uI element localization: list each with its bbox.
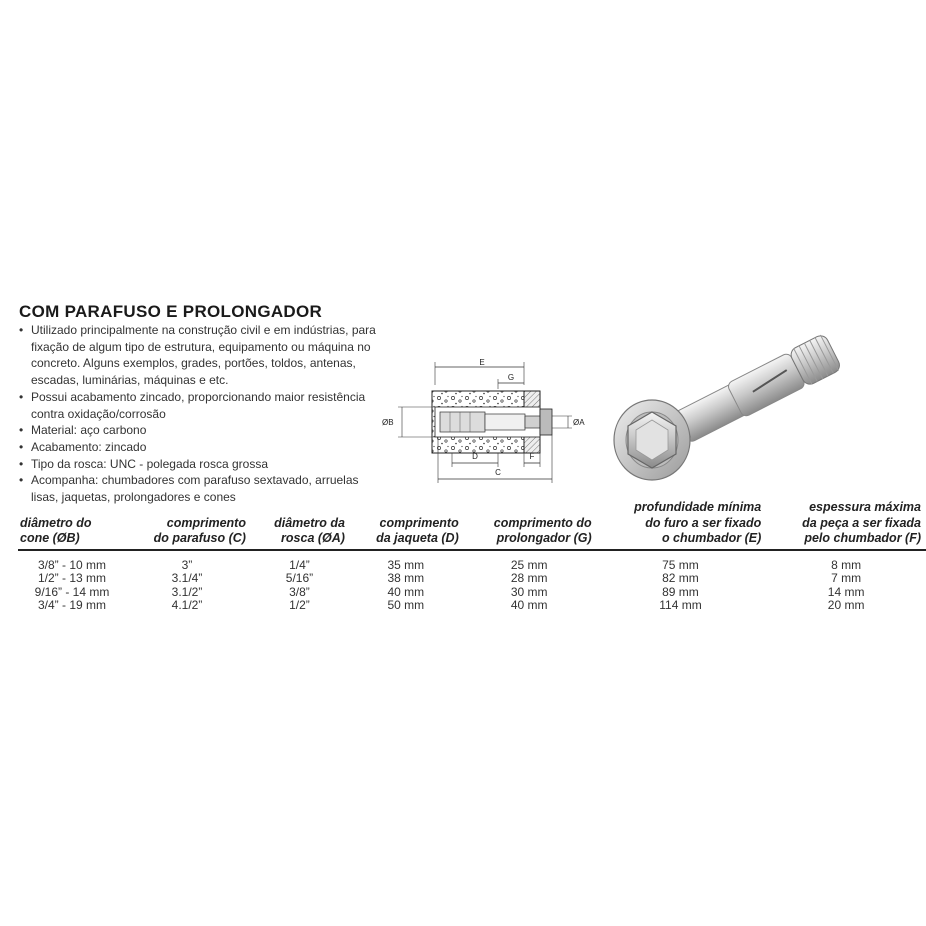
table-cell: 28 mm: [510, 571, 548, 585]
label-c: C: [495, 468, 501, 477]
col-header-screw-length: comprimento do parafuso (C): [124, 500, 250, 550]
label-e: E: [479, 358, 485, 367]
feature-item: • Acabamento: zincado: [19, 439, 379, 456]
table-cell: 14 mm: [827, 584, 865, 599]
table-cell: 75 mm: [662, 557, 699, 572]
label-f: F: [529, 452, 535, 461]
table-cell: 38 mm: [387, 571, 425, 585]
col-header-sleeve-length: comprimento da jaqueta (D): [349, 500, 463, 550]
feature-item: • Possui acabamento zincado, proporcionando maior resistência contra oxidação/corrosão: [19, 389, 379, 422]
col-header-max-thickness: espessura máxima da peça a ser fixada pelo chumbador (F): [765, 500, 926, 550]
table-cell: 7 mm: [831, 571, 862, 585]
product-title: COM PARAFUSO E PROLONGADOR: [19, 302, 323, 321]
table-header-row: [18, 500, 926, 550]
specs-table: [18, 500, 926, 613]
feature-list: [19, 322, 379, 506]
table-cell: 40 mm: [387, 584, 425, 599]
table-cell: 82 mm: [662, 571, 699, 585]
table-cell: 35 mm: [387, 557, 425, 572]
anchor-bolt-photo: [612, 290, 902, 490]
table-cell: 3.1/2”: [171, 584, 203, 599]
table-cell: 40 mm: [510, 598, 548, 612]
table-row: [18, 572, 926, 586]
table-row: [18, 599, 926, 613]
table-cell: 1/2”: [289, 598, 310, 612]
feature-item: • Material: aço carbono: [19, 422, 379, 439]
table-cell: 3/8” - 10 mm: [37, 557, 106, 572]
table-row: [18, 586, 926, 600]
table-cell: 4.1/2”: [171, 598, 203, 612]
label-d: D: [472, 452, 478, 461]
table-row: [18, 550, 926, 573]
col-header-cone-diameter: diâmetro do cone (ØB): [18, 500, 124, 550]
feature-item: • Acompanha: chumbadores com parafuso sextavado, arruelas lisas, jaquetas, prolongadores e cones: [19, 472, 379, 505]
col-header-thread-diameter: diâmetro da rosca (ØA): [250, 500, 349, 550]
table-cell: 1/2” - 13 mm: [37, 571, 106, 585]
table-cell: 1/4”: [289, 557, 310, 572]
table-cell: 89 mm: [662, 584, 699, 599]
label-g: G: [507, 373, 515, 382]
table-cell: 3.1/4”: [171, 571, 203, 585]
table-cell: 20 mm: [827, 598, 865, 612]
feature-item: • Utilizado principalmente na construção civil e em indústrias, para fixação de algum tipo de estrutura, equipamento ou máquina no concreto. Alguns exemplos, grades, portões, toldos, antenas, escadas, luminárias, máquinas e etc.: [19, 322, 379, 389]
label-oa: ØA: [573, 418, 585, 427]
table-cell: 8 mm: [831, 557, 862, 572]
table-cell: 3”: [181, 557, 193, 572]
table-cell: 5/16”: [285, 571, 314, 585]
cross-section-diagram: [380, 355, 590, 490]
table-cell: 3/8”: [289, 584, 310, 599]
table-cell: 50 mm: [387, 598, 425, 612]
table-cell: 30 mm: [510, 584, 548, 599]
table-cell: 3/4” - 19 mm: [37, 598, 106, 612]
col-header-extension-length: comprimento do prolongador (G): [463, 500, 596, 550]
feature-item: • Tipo da rosca: UNC - polegada rosca grossa: [19, 456, 379, 473]
table-cell: 25 mm: [510, 557, 548, 572]
col-header-min-hole-depth: profundidade mínima do furo a ser fixado o chumbador (E): [596, 500, 766, 550]
label-ob: ØB: [382, 418, 394, 427]
table-cell: 114 mm: [659, 598, 702, 612]
table-cell: 9/16” - 14 mm: [34, 584, 110, 599]
